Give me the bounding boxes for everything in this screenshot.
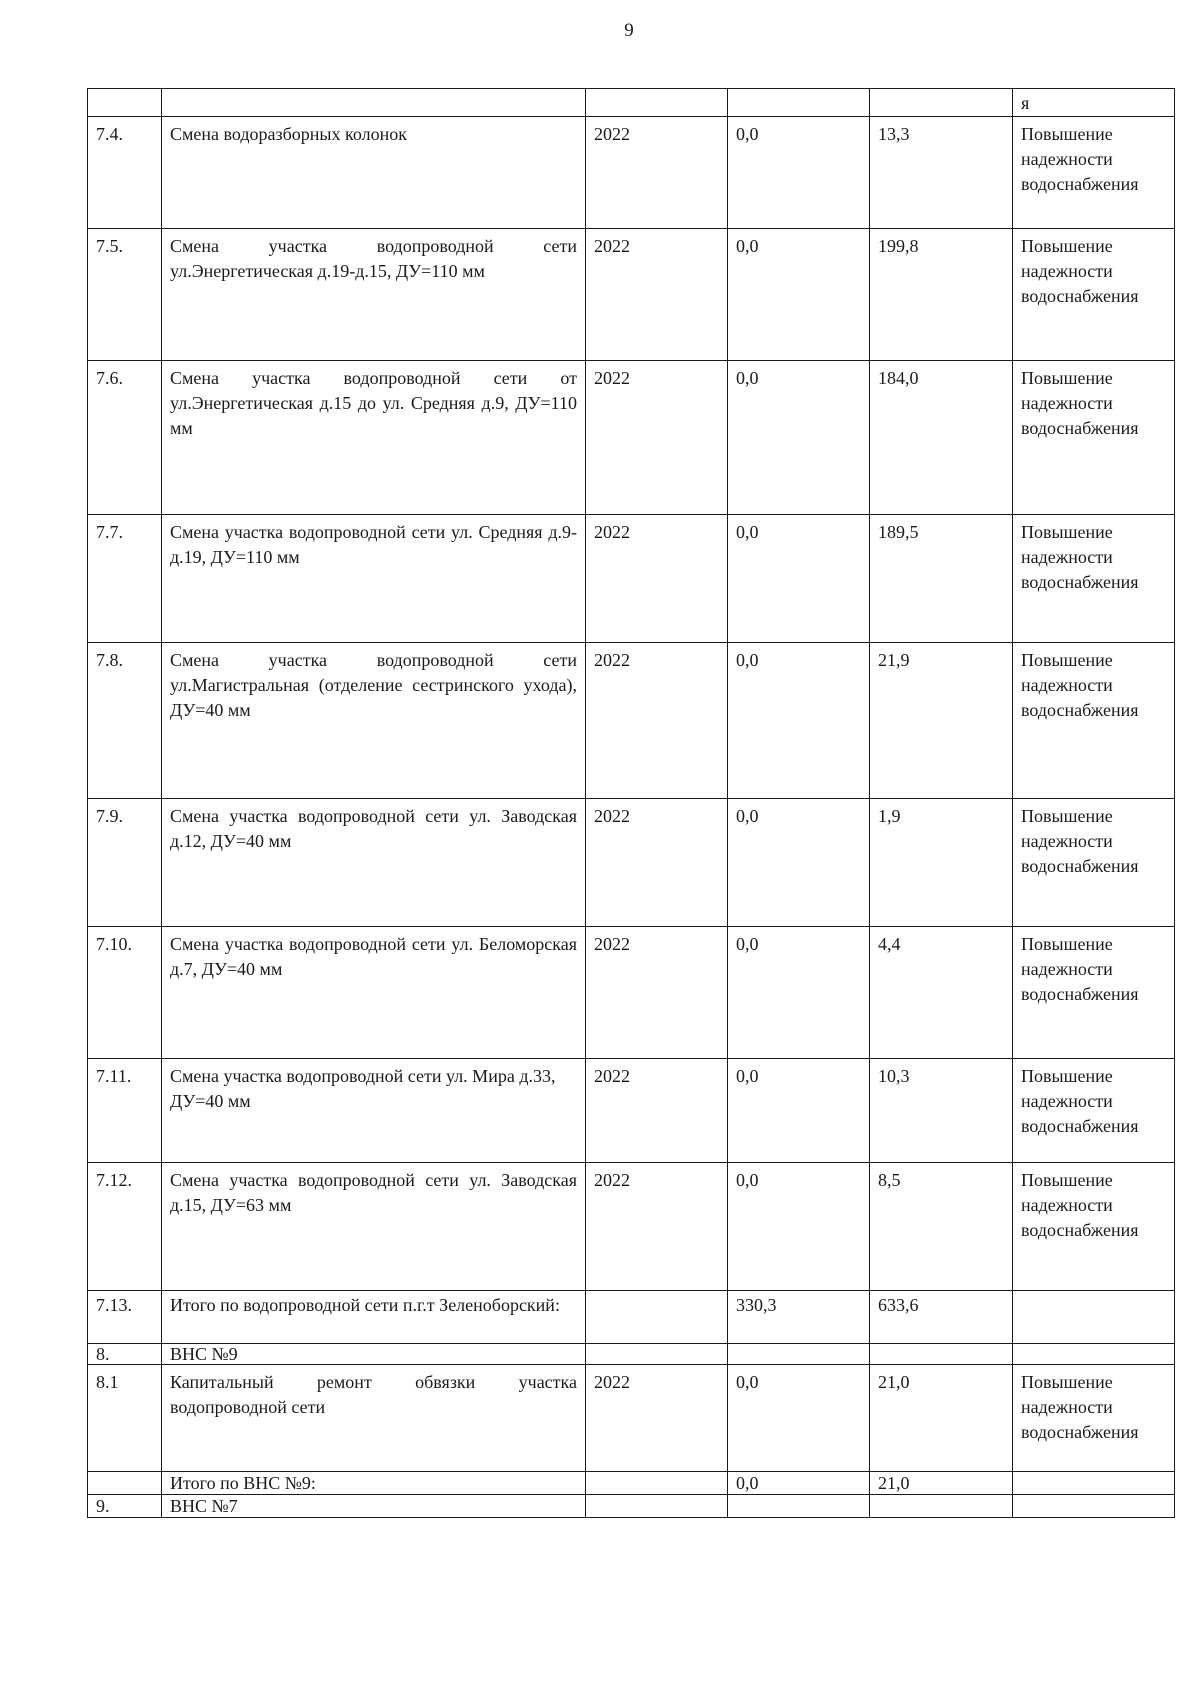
row-note: Повышение надежности водоснабжения	[1013, 117, 1175, 229]
row-year: 2022	[586, 1365, 728, 1472]
row-value-2: 21,0	[870, 1472, 1013, 1495]
row-note: Повышение надежности водоснабжения	[1013, 229, 1175, 361]
row-year: 2022	[586, 927, 728, 1059]
row-year	[586, 1291, 728, 1344]
row-value-2: 184,0	[870, 361, 1013, 515]
row-value-1: 0,0	[728, 927, 870, 1059]
row-year	[586, 1472, 728, 1495]
table-row	[88, 1163, 1175, 1291]
row-title: Смена участка водопроводной сети ул. Беломорская д.7, ДУ=40 мм	[162, 927, 586, 1059]
row-title: Итого по ВНС №9:	[162, 1472, 586, 1495]
row-title: ВНС №9	[162, 1344, 586, 1365]
row-year: 2022	[586, 117, 728, 229]
row-value-1: 0,0	[728, 229, 870, 361]
measures-table	[87, 88, 1175, 1518]
row-title: ВНС №7	[162, 1495, 586, 1518]
table-row	[88, 1344, 1175, 1365]
row-note	[1013, 1291, 1175, 1344]
row-year: 2022	[586, 361, 728, 515]
row-value-1: 0,0	[728, 799, 870, 927]
row-number	[88, 1472, 162, 1495]
row-year: 2022	[586, 515, 728, 643]
row-number: 7.6.	[88, 361, 162, 515]
row-value-2: 633,6	[870, 1291, 1013, 1344]
row-number: 7.8.	[88, 643, 162, 799]
row-year: 2022	[586, 1059, 728, 1163]
row-title: Капитальный ремонт обвязки участка водопроводной сети	[162, 1365, 586, 1472]
row-value-1: 0,0	[728, 1365, 870, 1472]
row-number: 7.12.	[88, 1163, 162, 1291]
row-value-1: 0,0	[728, 643, 870, 799]
row-year: 2022	[586, 643, 728, 799]
row-title: Смена участка водопроводной сети ул.Магистральная (отделение сестринского ухода), ДУ=40 мм	[162, 643, 586, 799]
row-value-1: 0,0	[728, 1472, 870, 1495]
table-row	[88, 1472, 1175, 1495]
row-number: 7.4.	[88, 117, 162, 229]
row-value-1: 330,3	[728, 1291, 870, 1344]
table-row	[88, 643, 1175, 799]
row-value-2: 21,0	[870, 1365, 1013, 1472]
row-value-1	[728, 1344, 870, 1365]
row-value-1: 0,0	[728, 1163, 870, 1291]
table-row	[88, 1059, 1175, 1163]
row-number: 9.	[88, 1495, 162, 1518]
row-title: Смена участка водопроводной сети ул. Мира д.33, ДУ=40 мм	[162, 1059, 586, 1163]
table-row	[88, 1495, 1175, 1518]
row-number: 7.10.	[88, 927, 162, 1059]
table-row	[88, 927, 1175, 1059]
row-title: Смена водоразборных колонок	[162, 117, 586, 229]
row-value-1: 0,0	[728, 361, 870, 515]
row-note: Повышение надежности водоснабжения	[1013, 1059, 1175, 1163]
table-row	[88, 361, 1175, 515]
row-number: 7.9.	[88, 799, 162, 927]
row-value-2: 13,3	[870, 117, 1013, 229]
row-year: 2022	[586, 799, 728, 927]
row-year	[586, 89, 728, 117]
row-year: 2022	[586, 229, 728, 361]
row-number	[88, 89, 162, 117]
row-title: Смена участка водопроводной сети ул. Заводская д.12, ДУ=40 мм	[162, 799, 586, 927]
row-year	[586, 1344, 728, 1365]
row-value-1: 0,0	[728, 1059, 870, 1163]
row-note: Повышение надежности водоснабжения	[1013, 361, 1175, 515]
table-row	[88, 1365, 1175, 1472]
table-row	[88, 799, 1175, 927]
row-note: Повышение надежности водоснабжения	[1013, 515, 1175, 643]
row-number: 7.13.	[88, 1291, 162, 1344]
row-note	[1013, 1495, 1175, 1518]
row-note: Повышение надежности водоснабжения	[1013, 1163, 1175, 1291]
row-value-1	[728, 89, 870, 117]
row-title: Смена участка водопроводной сети ул. Средняя д.9-д.19, ДУ=110 мм	[162, 515, 586, 643]
row-value-2: 199,8	[870, 229, 1013, 361]
row-number: 7.7.	[88, 515, 162, 643]
row-note	[1013, 1472, 1175, 1495]
row-note: Повышение надежности водоснабжения	[1013, 1365, 1175, 1472]
page-number: 9	[624, 20, 634, 41]
row-number: 8.	[88, 1344, 162, 1365]
row-value-2	[870, 89, 1013, 117]
table-row	[88, 515, 1175, 643]
row-title: Смена участка водопроводной сети ул.Энергетическая д.19-д.15, ДУ=110 мм	[162, 229, 586, 361]
row-value-2: 21,9	[870, 643, 1013, 799]
row-year	[586, 1495, 728, 1518]
row-note: Повышение надежности водоснабжения	[1013, 927, 1175, 1059]
table-row	[88, 229, 1175, 361]
table-row	[88, 89, 1175, 117]
table-row	[88, 1291, 1175, 1344]
row-value-1: 0,0	[728, 515, 870, 643]
row-value-2: 8,5	[870, 1163, 1013, 1291]
table-row	[88, 117, 1175, 229]
row-value-2	[870, 1495, 1013, 1518]
row-value-2: 189,5	[870, 515, 1013, 643]
row-number: 7.5.	[88, 229, 162, 361]
row-note: Повышение надежности водоснабжения	[1013, 799, 1175, 927]
row-note: Повышение надежности водоснабжения	[1013, 643, 1175, 799]
row-value-2: 10,3	[870, 1059, 1013, 1163]
row-value-1: 0,0	[728, 117, 870, 229]
row-title: Смена участка водопроводной сети от ул.Энергетическая д.15 до ул. Средняя д.9, ДУ=110 мм	[162, 361, 586, 515]
row-number: 7.11.	[88, 1059, 162, 1163]
row-value-2: 4,4	[870, 927, 1013, 1059]
row-title: Смена участка водопроводной сети ул. Заводская д.15, ДУ=63 мм	[162, 1163, 586, 1291]
row-year: 2022	[586, 1163, 728, 1291]
row-note: я	[1013, 89, 1175, 117]
row-value-2	[870, 1344, 1013, 1365]
row-title: Итого по водопроводной сети п.г.т Зеленоборский:	[162, 1291, 586, 1344]
row-value-2: 1,9	[870, 799, 1013, 927]
row-value-1	[728, 1495, 870, 1518]
row-title	[162, 89, 586, 117]
row-note	[1013, 1344, 1175, 1365]
row-number: 8.1	[88, 1365, 162, 1472]
